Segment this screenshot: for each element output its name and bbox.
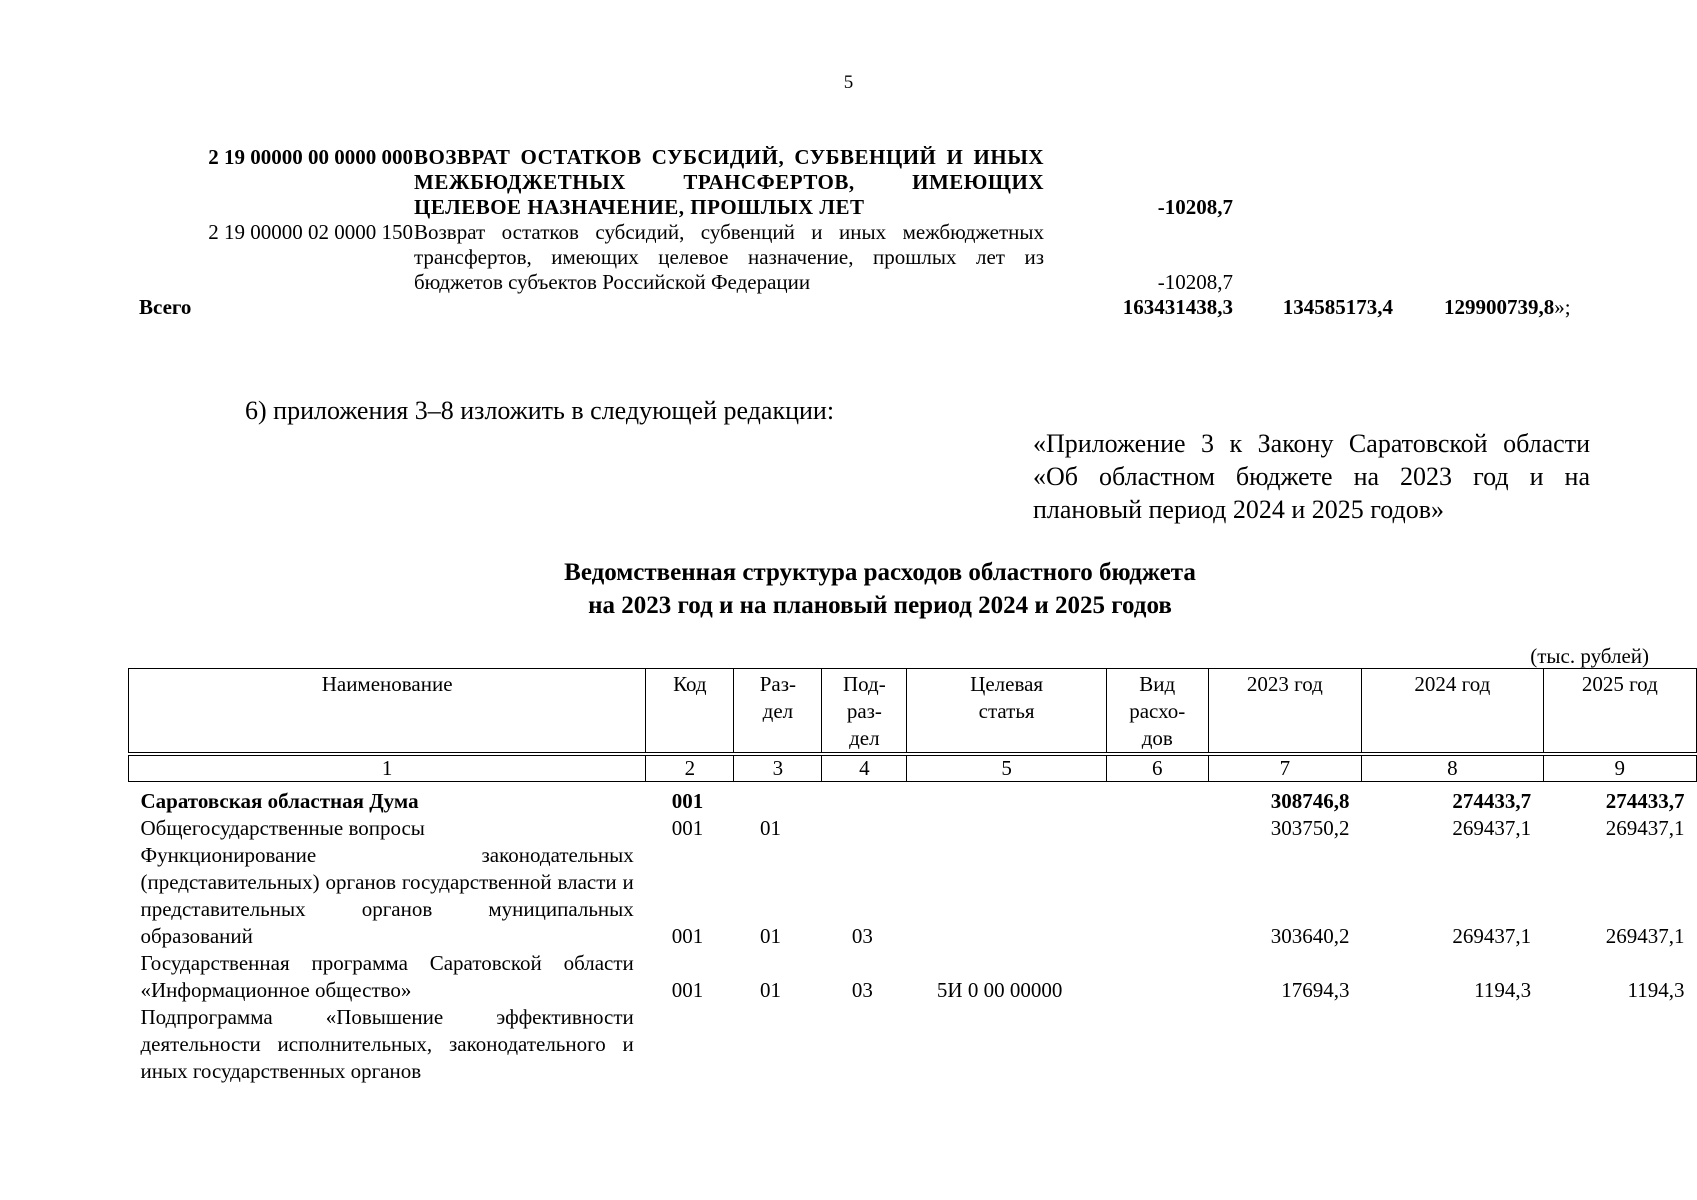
income-row-code: 2 19 00000 02 0000 150 bbox=[208, 220, 413, 244]
row-name: Функционирование законодательных (представительных) органов государственной власти и представительных органов муниципальных образований bbox=[140, 843, 634, 948]
row-2025: 1194,3 bbox=[1627, 978, 1685, 1002]
column-number: 9 bbox=[1543, 754, 1696, 782]
column-number-row bbox=[129, 754, 1697, 782]
table-row bbox=[129, 815, 1697, 842]
header-section: Раз-дел bbox=[734, 669, 822, 755]
row-section bbox=[734, 1004, 822, 1085]
row-name: Подпрограмма «Повышение эффективности деятельности исполнительных, законодательного и иных государственных органов bbox=[140, 1005, 634, 1083]
income-row-code: 2 19 00000 00 0000 000 bbox=[208, 145, 413, 169]
row-target bbox=[907, 782, 1106, 816]
row-subsection bbox=[822, 782, 907, 816]
column-number: 6 bbox=[1106, 754, 1208, 782]
row-2025: 274433,7 bbox=[1605, 789, 1685, 813]
table-row bbox=[129, 950, 1697, 1004]
header-code: Код bbox=[646, 669, 734, 755]
header-2023: 2023 год bbox=[1208, 669, 1361, 755]
table-row bbox=[129, 782, 1697, 816]
table-row bbox=[129, 1004, 1697, 1085]
row-target: 5И 0 00 00000 bbox=[936, 978, 1063, 1002]
row-2024: 274433,7 bbox=[1452, 789, 1532, 813]
income-row-name: ВОЗВРАТ ОСТАТКОВ СУБСИДИЙ, СУБВЕНЦИЙ И ИНЫХ МЕЖБЮДЖЕТНЫХ ТРАНСФЕРТОВ, ИМЕЮЩИХ ЦЕЛЕВОЕ НАЗНАЧЕНИЕ, ПРОШЛЫХ ЛЕТ bbox=[414, 145, 1044, 219]
column-number: 7 bbox=[1208, 754, 1361, 782]
document-title bbox=[0, 556, 1697, 622]
row-subsection bbox=[822, 815, 907, 842]
income-total-row bbox=[139, 295, 1608, 320]
page-number: 5 bbox=[843, 72, 854, 93]
row-2024 bbox=[1362, 1004, 1544, 1085]
row-name: Общегосударственные вопросы bbox=[140, 816, 425, 840]
income-row bbox=[148, 145, 1608, 220]
total-label: Всего bbox=[139, 295, 192, 319]
row-name: Саратовская областная Дума bbox=[140, 789, 419, 813]
row-type bbox=[1106, 782, 1208, 816]
row-2024: 269437,1 bbox=[1452, 816, 1532, 840]
column-number: 3 bbox=[734, 754, 822, 782]
row-type bbox=[1106, 1004, 1208, 1085]
row-name: Государственная программа Саратовской области «Информационное общество» bbox=[140, 951, 634, 1002]
row-type bbox=[1106, 842, 1208, 950]
column-number: 2 bbox=[646, 754, 734, 782]
row-2025: 269437,1 bbox=[1605, 816, 1685, 840]
header-name: Наименование bbox=[129, 669, 646, 755]
row-2023: 303750,2 bbox=[1270, 816, 1350, 840]
total-2023: 163431438,3 bbox=[1122, 295, 1233, 319]
row-2023: 308746,8 bbox=[1270, 789, 1350, 813]
row-section: 01 bbox=[759, 816, 781, 840]
income-row bbox=[148, 220, 1608, 295]
row-code: 001 bbox=[671, 816, 704, 840]
column-number: 4 bbox=[822, 754, 907, 782]
row-subsection bbox=[822, 1004, 907, 1085]
row-section: 01 bbox=[759, 924, 781, 948]
appendix-note: «Приложение 3 к Закону Саратовской области «Об областном бюджете на 2023 год и на плановый период 2024 и 2025 годов» bbox=[1033, 429, 1590, 524]
total-2025-wrap bbox=[1444, 295, 1571, 320]
header-target: Целевая статья bbox=[907, 669, 1106, 755]
column-number: 8 bbox=[1362, 754, 1544, 782]
row-subsection: 03 bbox=[851, 924, 873, 948]
total-2024: 134585173,4 bbox=[1282, 295, 1393, 319]
header-2025: 2025 год bbox=[1543, 669, 1696, 755]
title-line-1: Ведомственная структура расходов областного бюджета bbox=[564, 559, 1196, 586]
row-2023: 17694,3 bbox=[1281, 978, 1350, 1002]
header-type: Вид расхо-дов bbox=[1106, 669, 1208, 755]
table-header-row bbox=[129, 669, 1697, 755]
row-type bbox=[1106, 950, 1208, 1004]
row-section: 01 bbox=[759, 978, 781, 1002]
expenditure-table bbox=[128, 668, 1697, 1085]
row-2024: 1194,3 bbox=[1474, 978, 1532, 1002]
row-target bbox=[907, 1004, 1106, 1085]
units-label: (тыс. рублей) bbox=[1530, 644, 1649, 668]
total-2025: 129900739,8 bbox=[1444, 295, 1555, 319]
row-code: 001 bbox=[671, 789, 704, 813]
row-code: 001 bbox=[671, 924, 704, 948]
column-number: 1 bbox=[129, 754, 646, 782]
income-row-2023: -10208,7 bbox=[1157, 270, 1233, 294]
income-row-name: Возврат остатков субсидий, субвенций и иных межбюджетных трансфертов, имеющих целевое назначение, прошлых лет из бюджетов субъектов Российской Федерации bbox=[414, 220, 1044, 294]
income-table-continuation bbox=[139, 145, 1608, 320]
row-target bbox=[907, 842, 1106, 950]
instruction-text: 6) приложения 3–8 изложить в следующей редакции: bbox=[245, 396, 835, 425]
closing-quote: »; bbox=[1554, 295, 1571, 319]
title-line-2: на 2023 год и на плановый период 2024 и 2025 годов bbox=[588, 592, 1172, 619]
row-2023 bbox=[1208, 1004, 1361, 1085]
row-2024: 269437,1 bbox=[1452, 924, 1532, 948]
row-subsection: 03 bbox=[851, 978, 873, 1002]
row-code bbox=[646, 1004, 734, 1085]
row-target bbox=[907, 815, 1106, 842]
row-2025: 269437,1 bbox=[1605, 924, 1685, 948]
header-2024: 2024 год bbox=[1362, 669, 1544, 755]
row-2023: 303640,2 bbox=[1270, 924, 1350, 948]
row-code: 001 bbox=[671, 978, 704, 1002]
table-row bbox=[129, 842, 1697, 950]
row-section bbox=[734, 782, 822, 816]
income-row-2023: -10208,7 bbox=[1157, 195, 1233, 219]
header-subsection: Под-раз-дел bbox=[822, 669, 907, 755]
column-number: 5 bbox=[907, 754, 1106, 782]
row-type bbox=[1106, 815, 1208, 842]
row-2025 bbox=[1543, 1004, 1696, 1085]
